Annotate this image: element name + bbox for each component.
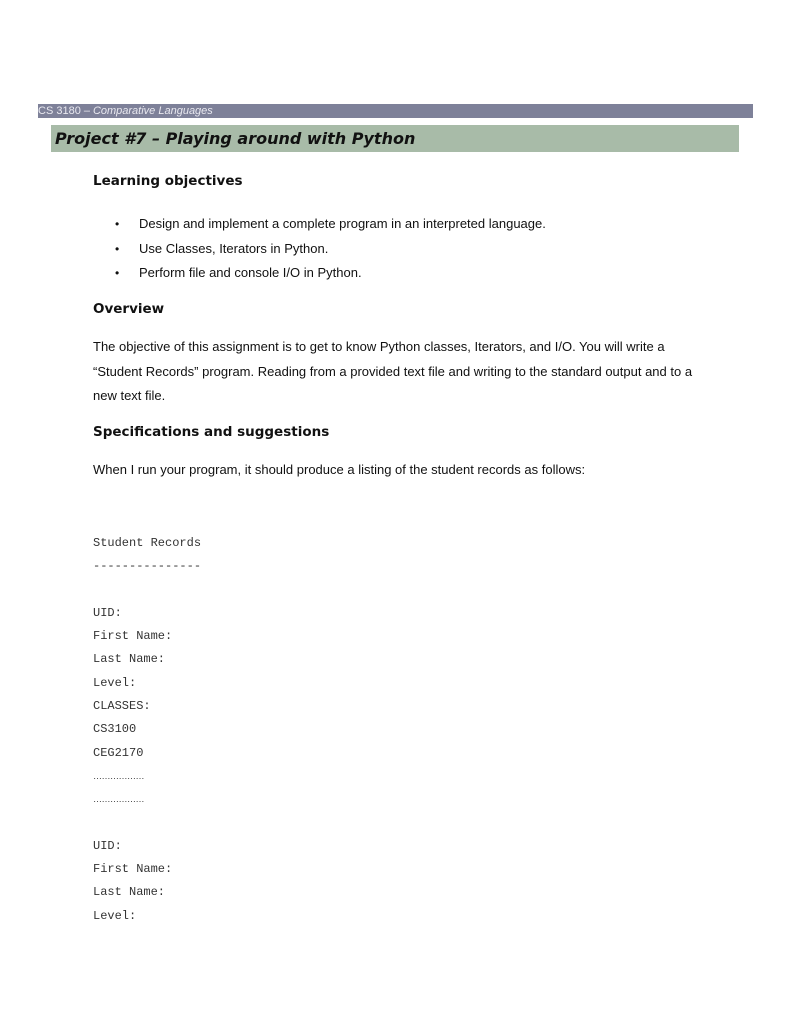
list-item	[93, 214, 546, 239]
console-line: Last Name:	[93, 652, 166, 667]
console-line: Last Name:	[93, 885, 166, 900]
list-item	[93, 239, 546, 264]
console-line: Student Records	[93, 536, 202, 550]
console-line: UID:	[93, 605, 122, 620]
specifications-paragraph: When I run your program, it should produce a listing of the student records as follows:	[93, 462, 586, 477]
console-line	[93, 812, 201, 835]
course-name: Comparative Languages	[92, 105, 213, 117]
objective-text: Use Classes, Iterators in Python.	[139, 240, 329, 256]
project-title-bar	[51, 125, 739, 152]
console-ellipsis: ………………	[93, 794, 144, 805]
specifications-heading: Specifications and suggestions	[93, 424, 330, 440]
console-ellipsis: ………………	[93, 770, 144, 781]
console-line: Level:	[93, 908, 137, 923]
console-line: First Name:	[93, 629, 173, 644]
course-code: CS 3180	[38, 105, 81, 117]
course-header-bar	[38, 104, 753, 118]
learning-objectives-heading: Learning objectives	[93, 173, 243, 189]
console-line: First Name:	[93, 862, 173, 877]
project-title: Project #7 – Playing around with Python	[55, 129, 416, 148]
console-line: Level:	[93, 675, 137, 690]
objective-text: Perform file and console I/O in Python.	[139, 265, 362, 280]
learning-objectives-list	[93, 214, 546, 288]
overview-paragraph: The objective of this assignment is to get to know Python classes, Iterators, and I/O. You will write a “Student Records” program. Reading from a provided text file and writing to the standard output and to a new text file.	[93, 339, 693, 403]
console-line	[93, 579, 201, 602]
list-item	[93, 263, 546, 288]
console-line: CS3100	[93, 722, 137, 737]
console-line: UID:	[93, 838, 122, 853]
overview-heading: Overview	[93, 301, 165, 317]
console-line: ---------------	[93, 559, 202, 574]
bullet: •	[115, 217, 120, 231]
bullet: •	[115, 241, 120, 256]
console-line: CEG2170	[93, 745, 144, 760]
course-separator: –	[83, 105, 90, 117]
console-output-sample	[93, 532, 201, 928]
objective-text: Design and implement a complete program in an interpreted language.	[139, 216, 546, 231]
bullet: •	[115, 266, 120, 280]
console-line: CLASSES:	[93, 699, 151, 714]
